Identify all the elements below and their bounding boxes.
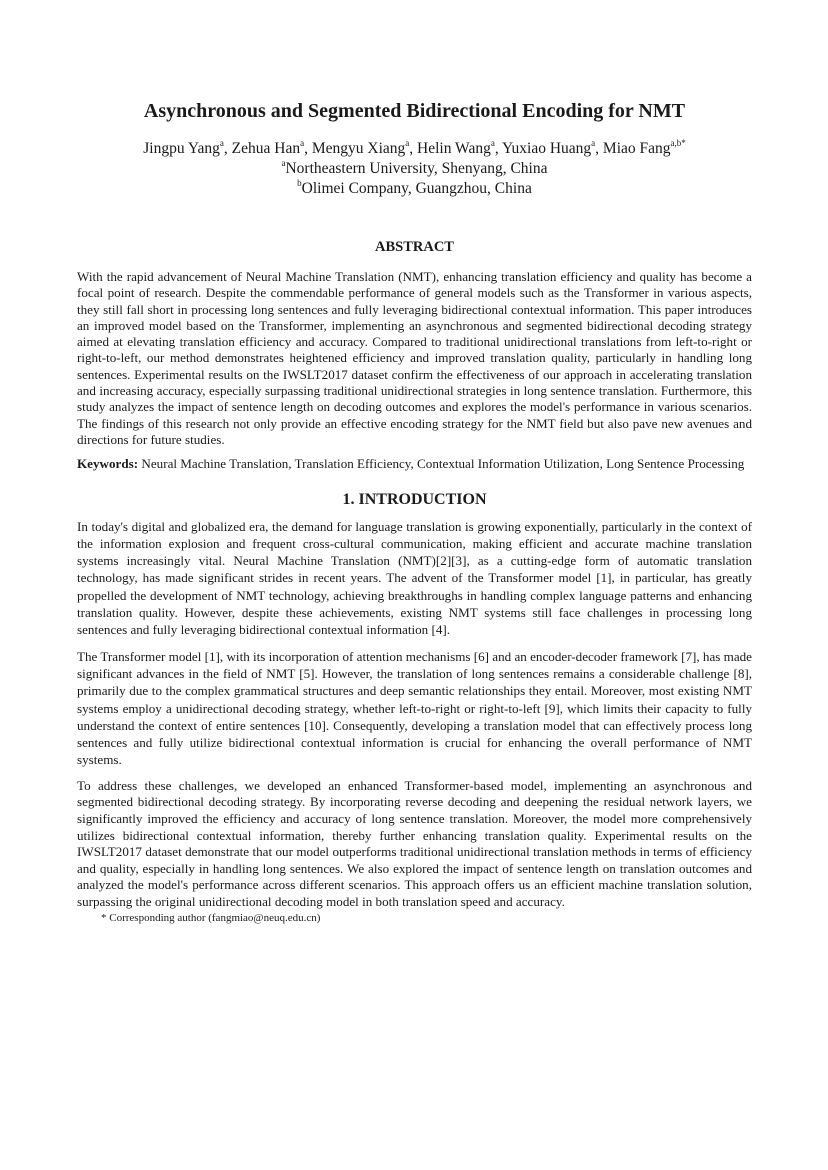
keywords-text: Neural Machine Translation, Translation Efficiency, Contextual Information Utilization, Long Sentence Processing <box>141 456 745 472</box>
corresponding-author-footnote: * Corresponding author (fangmiao@neuq.edu.cn) <box>101 912 321 925</box>
author <box>231 137 312 157</box>
author-separator: , <box>409 140 418 157</box>
affiliation-mark: a <box>281 157 286 168</box>
affiliation <box>77 179 752 199</box>
intro-paragraph: In today's digital and globalized era, the demand for language translation is growing exponentially, particularly in the context of the information explosion and frequent cross-cultural communication, making efficient and accurate machine translation systems increasingly vital. Neural Machine Translation (NMT)[2][3], as a cutting-edge form of automatic translation technology, has made significant strides in recent years. The advent of the Transformer model [1], in particular, has greatly propelled the development of NMT technology, achieving breakthroughs in handling complex language patterns and enhancing translation quality. However, despite these achievements, existing NMT systems still face challenges in processing long sentences and fully leveraging bidirectional contextual information [4]. <box>77 518 752 638</box>
author-list <box>77 139 752 159</box>
author-separator: , <box>595 140 603 157</box>
author-affiliation-mark: a <box>490 137 495 148</box>
author-name: Helin Wang <box>417 140 491 157</box>
author-separator: , <box>494 140 503 157</box>
author-affiliation-mark: a,b* <box>670 137 686 148</box>
author <box>143 137 232 157</box>
author-separator: , <box>223 140 232 157</box>
author-affiliation-mark: a <box>300 137 305 148</box>
author-name: Zehua Han <box>231 140 301 157</box>
author-separator: , <box>304 140 312 157</box>
author <box>602 137 686 157</box>
author-affiliation-mark: a <box>219 137 224 148</box>
affiliation-text: Olimei Company, Guangzhou, China <box>301 180 532 197</box>
author-affiliation-mark: a <box>591 137 596 148</box>
author <box>417 137 503 157</box>
intro-paragraph: The Transformer model [1], with its incorporation of attention mechanisms [6] and an encoder-decoder framework [7], has made significant advances in the field of NMT [5]. However, the translation of long sentences remains a considerable challenge [8], primarily due to the complex grammatical structures and deep semantic relationships they entail. Moreover, most existing NMT systems employ a unidirectional decoding strategy, whether left-to-right or right-to-left [9], which limits their capacity to fully understand the context of entire sentences [10]. Consequently, developing a translation model that can effectively process long sentences and fully utilize bidirectional contextual information is crucial for enhancing the overall performance of NMT systems. <box>77 648 752 768</box>
introduction-body <box>77 518 752 911</box>
author-name: Jingpu Yang <box>143 140 220 157</box>
keywords-label: Keywords: <box>77 456 139 472</box>
author-name: Yuxiao Huang <box>502 140 592 157</box>
paper-title: Asynchronous and Segmented Bidirectional Encoding for NMT <box>143 100 686 122</box>
keywords <box>77 456 752 472</box>
author-name: Miao Fang <box>602 140 671 157</box>
affiliation-text: Northeastern University, Shenyang, China <box>285 160 548 177</box>
author-affiliation-mark: a <box>405 137 410 148</box>
author-name: Mengyu Xiang <box>311 140 406 157</box>
author <box>502 137 603 157</box>
affiliation-mark: b <box>297 177 302 188</box>
affiliation <box>77 159 752 179</box>
section-heading-introduction: 1. INTRODUCTION <box>342 490 487 508</box>
abstract-heading: ABSTRACT <box>375 239 454 255</box>
abstract-text: With the rapid advancement of Neural Machine Translation (NMT), enhancing translation efficiency and quality has become a focal point of research. Despite the commendable performance of general models such as the Transformer in various aspects, they still fall short in processing long sentences and fully leveraging bidirectional contextual information. This paper introduces an improved model based on the Transformer, implementing an asynchronous and segmented bidirectional decoding strategy aimed at elevating translation efficiency and accuracy. Compared to traditional unidirectional translations from left-to-right or right-to-left, our method demonstrates heightened efficiency and improved translation quality, particularly in handling long sentences. Experimental results on the IWSLT2017 dataset confirm the effectiveness of our approach in accelerating translation and increasing accuracy, especially surpassing traditional unidirectional strategies in long sentence translation. Furthermore, this study analyzes the impact of sentence length on decoding outcomes and explores the model's performance in various scenarios. The findings of this research not only provide an effective encoding strategy for the NMT field but also pave new avenues and directions for future studies. <box>77 269 752 447</box>
intro-paragraph: To address these challenges, we developed an enhanced Transformer-based model, implementing an asynchronous and segmented bidirectional decoding strategy. By incorporating reverse decoding and deepening the residual network layers, we significantly improved the efficiency and accuracy of long sentence translation. Moreover, the model more comprehensively utilizes bidirectional contextual information, thereby further enhancing translation quality. Experimental results on the IWSLT2017 dataset demonstrate that our model outperforms traditional unidirectional translation methods in terms of efficiency and quality, especially in handling long sentences. We also explored the impact of sentence length on translation outcomes and analyzed the model's performance across different scenarios. This approach offers us an efficient machine translation solution, surpassing the original unidirectional decoding model in both translation speed and accuracy. <box>77 777 752 909</box>
author <box>311 137 418 157</box>
